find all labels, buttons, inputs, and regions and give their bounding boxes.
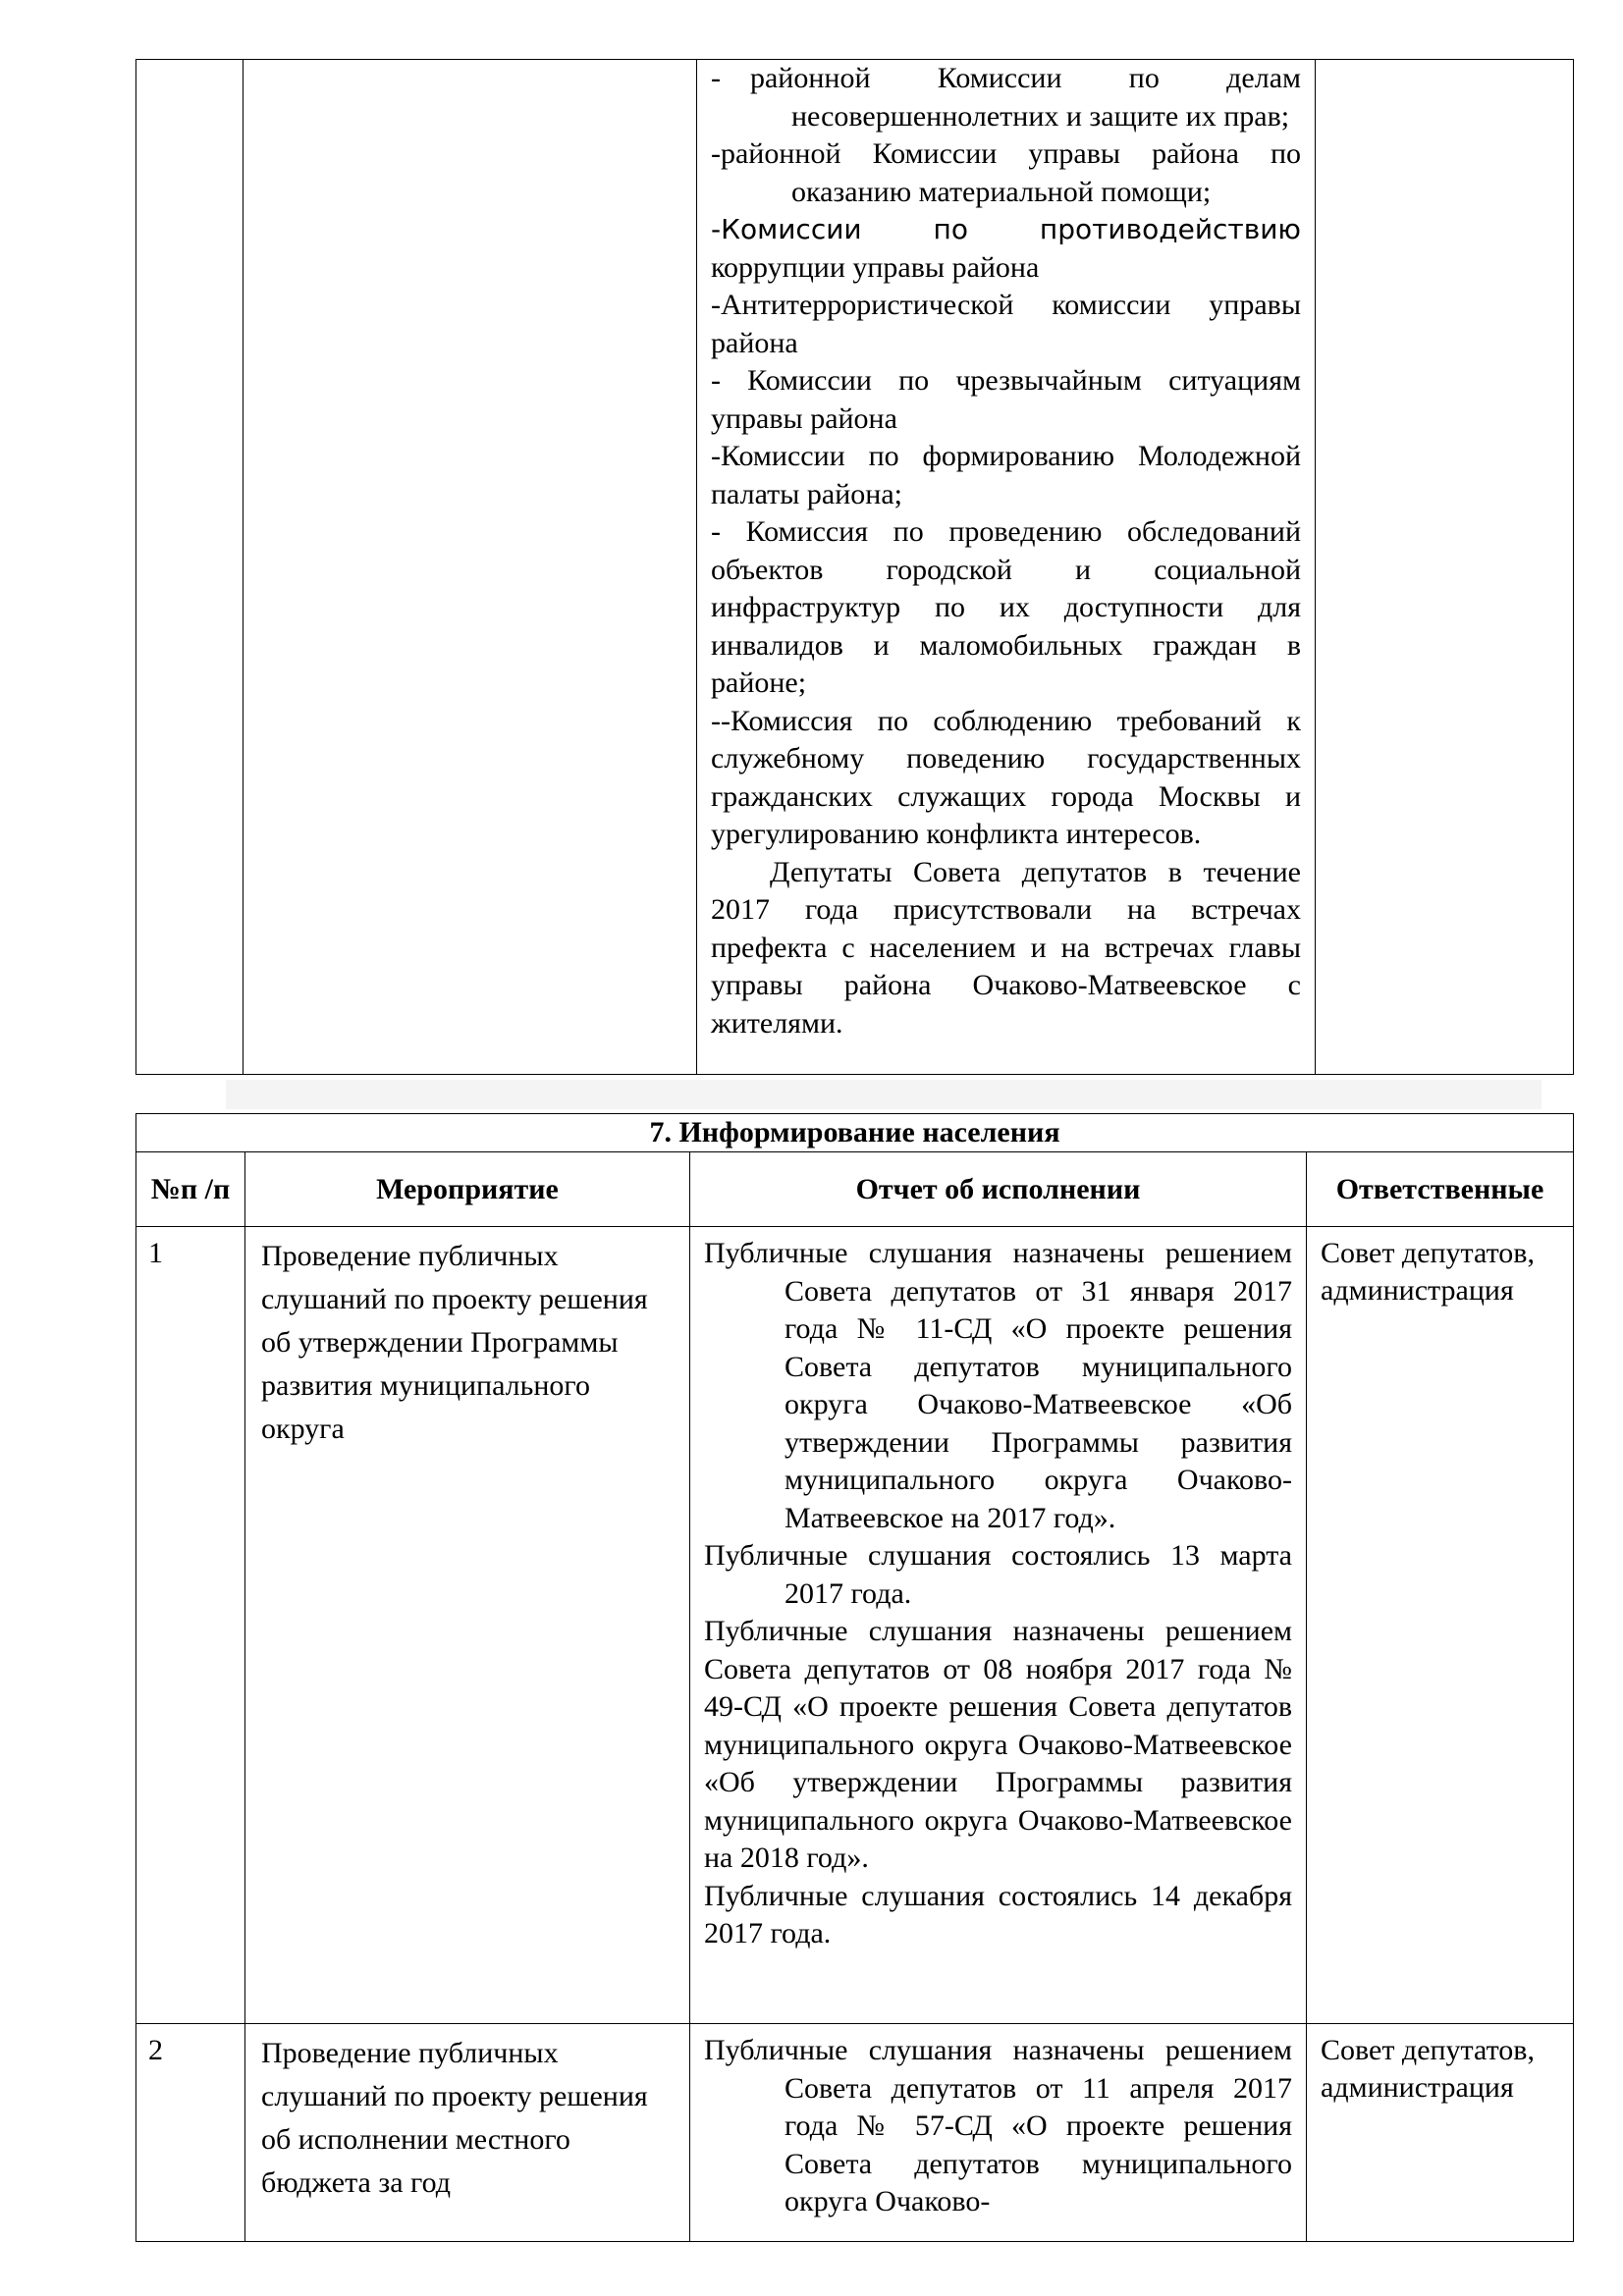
section-title-row [136, 1114, 1574, 1152]
table-row [136, 2024, 1574, 2242]
num-cell [136, 60, 243, 1075]
section-title: 7. Информирование населения [136, 1114, 1574, 1152]
report-paragraph: Публичные слушания назначены решением Совета депутатов от 31 января 2017 года № 11-СД «О проекте решения Совета депутатов муниципального округа Очаково-Матвеевское «Об утверждении Программы развития муниципального округа Очаково-Матвеевское на 2017 год». [704, 1237, 1292, 1534]
header-num: №п /п [136, 1152, 245, 1227]
report-cell [697, 60, 1316, 1075]
report-paragraph: Публичные слушания состоялись 13 марта 2017 года. [704, 1539, 1292, 1610]
report-paragraph [711, 211, 1301, 287]
report-paragraph: -Комиссии по формированию Молодежной палаты района; [711, 440, 1301, 510]
row-responsible: Совет депутатов, администрация [1307, 1227, 1574, 2024]
report-paragraph: Публичные слушания состоялись 14 декабря 2017 года. [704, 1879, 1292, 1949]
report-paragraph: --Комиссия по соблюдению требований к служебному поведению государственных гражданских служащих города Москвы и урегулированию конфликта интересов. [711, 704, 1301, 850]
header-event: Мероприятие [245, 1152, 690, 1227]
report-paragraph: -районной Комиссии управы района по оказанию материальной помощи; [711, 137, 1301, 208]
report-paragraph: Депутаты Совета депутатов в течение 2017 года присутствовали на встречах префекта с населением и на встречах главы управы района Очаково-Матвеевское с жителями. [711, 855, 1301, 1040]
continued-table [135, 59, 1574, 1075]
row-report [690, 1227, 1307, 2024]
header-row [136, 1152, 1574, 1227]
header-responsible: Ответственные [1307, 1152, 1574, 1227]
table-row [136, 60, 1574, 1075]
row-report [690, 2024, 1307, 2242]
header-report: Отчет об исполнении [690, 1152, 1307, 1227]
page-gap-band [226, 1080, 1542, 1109]
report-paragraph: - Комиссии по чрезвычайным ситуациям управы района [711, 364, 1301, 435]
report-paragraph: Публичные слушания назначены решением Совета депутатов от 11 апреля 2017 года № 57-СД «О проекте решения Совета депутатов муниципального округа Очаково- [704, 2034, 1292, 2217]
report-paragraph-serif-part: коррупции управы района [711, 250, 1040, 284]
row-event: Проведение публичных слушаний по проекту решения об исполнении местного бюджета за год [245, 2024, 690, 2242]
row-num: 1 [136, 1227, 245, 2024]
information-table [135, 1113, 1574, 2242]
report-paragraph: - Комиссия по проведению обследований объектов городской и социальной инфраструктур по их доступности для инвалидов и маломобильных граждан в районе; [711, 515, 1301, 699]
report-paragraph: -Антитеррористической комиссии управы района [711, 289, 1301, 359]
report-paragraph-sans-part: -Комиссии по противодействию [711, 213, 1301, 245]
row-responsible: Совет депутатов, администрация [1307, 2024, 1574, 2242]
table-row [136, 1227, 1574, 2024]
event-cell [243, 60, 697, 1075]
report-paragraph: Публичные слушания назначены решением Совета депутатов от 08 ноября 2017 года № 49-СД «О проекте решения Совета депутатов муниципального округа Очаково-Матвеевское «Об утверждении Программы развития муниципального округа Очаково-Матвеевское на 2018 год». [704, 1615, 1292, 1874]
responsible-cell [1316, 60, 1574, 1075]
row-event: Проведение публичных слушаний по проекту решения об утверждении Программы развития муниципального округа [245, 1227, 690, 2024]
report-paragraph: - районной Комиссии по делам несовершеннолетних и защите их прав; [711, 62, 1301, 133]
row-num: 2 [136, 2024, 245, 2242]
